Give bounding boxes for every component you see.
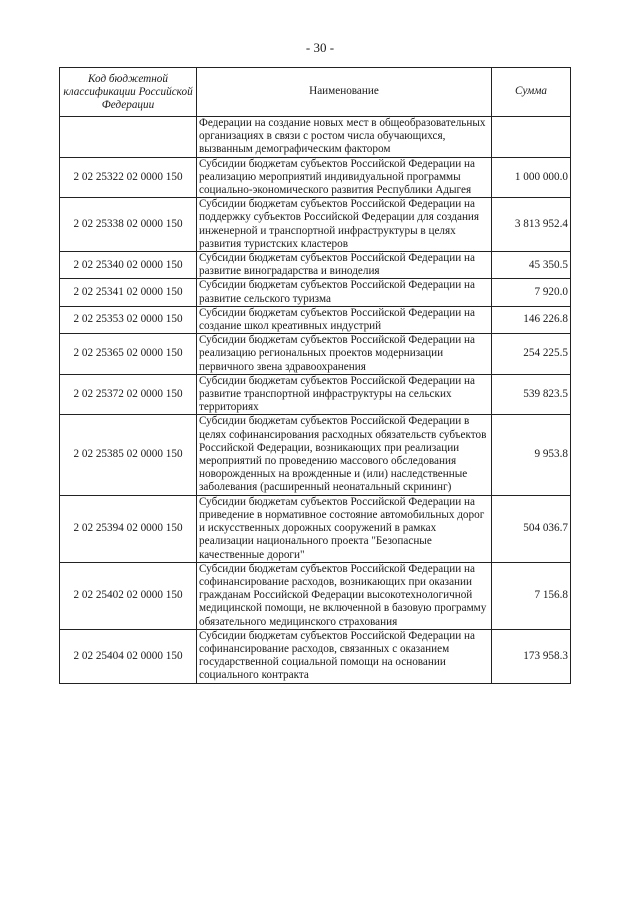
- row-sum: 7 920.0: [492, 279, 571, 306]
- table-row: [60, 374, 571, 415]
- row-code: 2 02 25404 02 0000 150: [60, 629, 197, 683]
- row-sum: 539 823.5: [492, 374, 571, 415]
- row-sum: 1 000 000.0: [492, 157, 571, 198]
- row-name: Субсидии бюджетам субъектов Российской Федерации на софинансирование расходов, возникающих при оказании гражданам Российской Федерации высокотехнологичной медицинской помощи, не включенной в базовую программу обязательного медицинского страхования: [197, 562, 492, 629]
- row-name: Субсидии бюджетам субъектов Российской Федерации на реализацию региональных проектов модернизации первичного звена здравоохранения: [197, 334, 492, 375]
- row-sum: 254 225.5: [492, 334, 571, 375]
- row-code: 2 02 25322 02 0000 150: [60, 157, 197, 198]
- row-code: 2 02 25341 02 0000 150: [60, 279, 197, 306]
- row-code: 2 02 25365 02 0000 150: [60, 334, 197, 375]
- header-sum: Сумма: [492, 68, 571, 117]
- table-row: [60, 334, 571, 375]
- budget-table: [59, 67, 571, 684]
- row-code: 2 02 25394 02 0000 150: [60, 495, 197, 562]
- row-code: 2 02 25353 02 0000 150: [60, 306, 197, 333]
- row-name: Субсидии бюджетам субъектов Российской Федерации в целях софинансирования расходных обязательств субъектов Российской Федерации, возникающих при реализации мероприятий по проведению массового обследования новорожденных на врожденные и (или) наследственные заболевания (расширенный неонатальный скрининг): [197, 415, 492, 495]
- row-name: Субсидии бюджетам субъектов Российской Федерации на развитие сельского туризма: [197, 279, 492, 306]
- row-sum: [492, 117, 571, 158]
- row-code: 2 02 25372 02 0000 150: [60, 374, 197, 415]
- row-sum: 146 226.8: [492, 306, 571, 333]
- row-name: Субсидии бюджетам субъектов Российской Федерации на приведение в нормативное состояние автомобильных дорог и искусственных дорожных сооружений в рамках реализации национального проекта "Безопасные качественные дороги": [197, 495, 492, 562]
- table-row: [60, 117, 571, 158]
- row-name: Субсидии бюджетам субъектов Российской Федерации на поддержку субъектов Российской Федерации для создания инженерной и транспортной инфраструктуры в целях развития туристских кластеров: [197, 198, 492, 252]
- row-code: 2 02 25385 02 0000 150: [60, 415, 197, 495]
- header-name: Наименование: [197, 68, 492, 117]
- table-row: [60, 157, 571, 198]
- table-row: [60, 252, 571, 279]
- row-name: Субсидии бюджетам субъектов Российской Федерации на реализацию мероприятий индивидуальной программы социально-экономического развития Республики Адыгея: [197, 157, 492, 198]
- row-sum: 173 958.3: [492, 629, 571, 683]
- row-name: Федерации на создание новых мест в общеобразовательных организациях в связи с ростом числа обучающихся, вызванным демографическим фактором: [197, 117, 492, 158]
- row-name: Субсидии бюджетам субъектов Российской Федерации на создание школ креативных индустрий: [197, 306, 492, 333]
- table-row: [60, 415, 571, 495]
- row-sum: 45 350.5: [492, 252, 571, 279]
- row-sum: 9 953.8: [492, 415, 571, 495]
- table-row: [60, 562, 571, 629]
- row-name: Субсидии бюджетам субъектов Российской Федерации на развитие виноградарства и виноделия: [197, 252, 492, 279]
- page-number: - 30 -: [305, 40, 335, 55]
- row-code: 2 02 25402 02 0000 150: [60, 562, 197, 629]
- row-sum: 504 036.7: [492, 495, 571, 562]
- row-code: [60, 117, 197, 158]
- row-name: Субсидии бюджетам субъектов Российской Федерации на софинансирование расходов, связанных с оказанием государственной социальной помощи на основании социального контракта: [197, 629, 492, 683]
- table-row: [60, 306, 571, 333]
- table-row: [60, 495, 571, 562]
- row-sum: 7 156.8: [492, 562, 571, 629]
- row-code: 2 02 25340 02 0000 150: [60, 252, 197, 279]
- table-row: [60, 198, 571, 252]
- row-name: Субсидии бюджетам субъектов Российской Федерации на развитие транспортной инфраструктуры на сельских территориях: [197, 374, 492, 415]
- row-code: 2 02 25338 02 0000 150: [60, 198, 197, 252]
- table-header: [60, 68, 571, 117]
- row-sum: 3 813 952.4: [492, 198, 571, 252]
- table-row: [60, 279, 571, 306]
- header-code: Код бюджетной классификации Российской Федерации: [60, 68, 197, 117]
- table-row: [60, 629, 571, 683]
